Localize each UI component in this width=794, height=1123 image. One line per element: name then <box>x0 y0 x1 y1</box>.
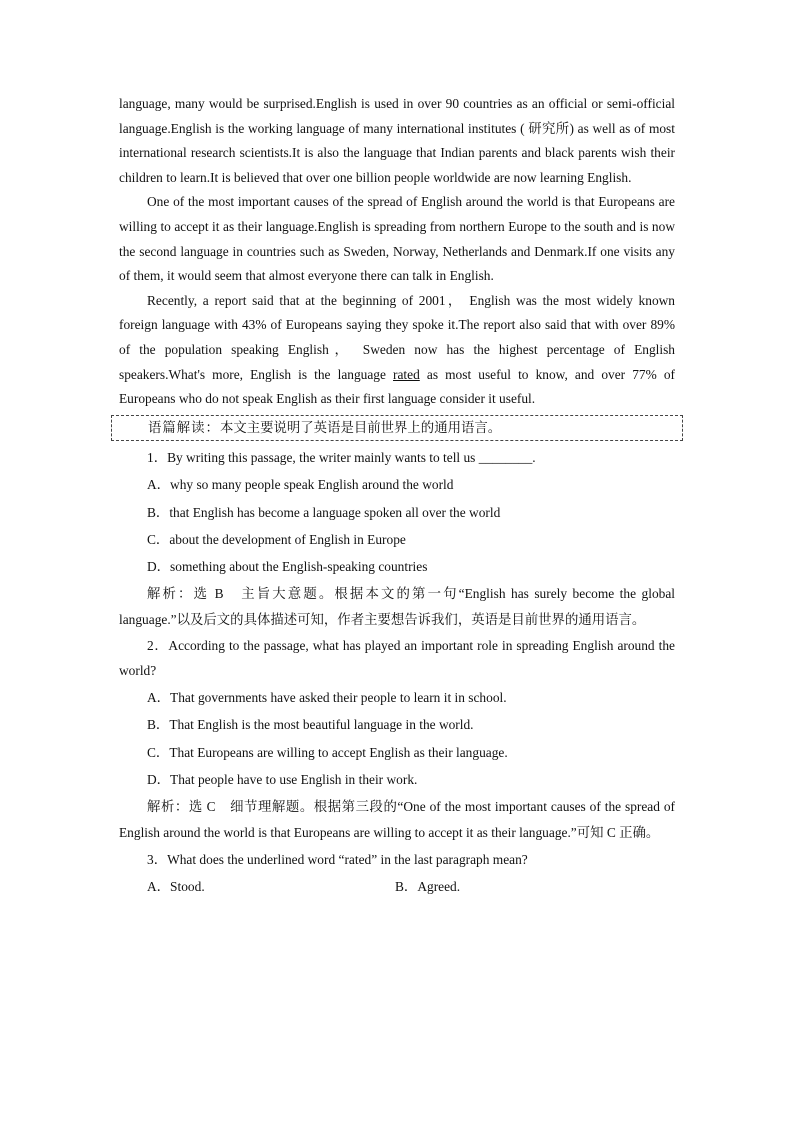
paragraph-3-text-after: as most useful to know, and over 77% of Europeans who do not speak English as their first language consider it useful. <box>119 366 675 407</box>
analysis-label: 语篇解读： <box>148 419 220 435</box>
document-page <box>119 92 675 900</box>
analysis-text: 本文主要说明了英语是目前世界上的通用语言。 <box>219 419 502 435</box>
discourse-analysis-box <box>111 415 683 441</box>
question-3-options-row <box>119 873 675 900</box>
underlined-word-rated: rated <box>393 366 420 382</box>
question-2-option-c: C．That Europeans are willing to accept English as their language. <box>147 744 508 760</box>
question-1-option-c: C．about the development of English in Europe <box>147 531 406 547</box>
question-2-option-a: A．That governments have asked their people to learn it in school. <box>147 689 507 705</box>
passage-paragraph-2: One of the most important causes of the spread of English around the world is that Europeans are willing to accept it as their language.English is spreading from northern Europe to the south and is now the second language in countries such as Sweden, Norway, Netherlands and Denmark.If one visits any of them, it would seem that almost everyone there can talk in English. <box>119 194 675 284</box>
question-2-solution: 解析：选 C 细节理解题。根据第三段的“One of the most important causes of the spread of English around the world is that Europeans are willing to accept it as their language.”可知 C 正确。 <box>119 798 675 840</box>
question-3-option-b: B．Agreed. <box>395 878 461 894</box>
question-1-option-b: B．that English has become a language spoken all over the world <box>147 504 501 520</box>
question-2-stem: 2．According to the passage, what has played an important role in spreading English around the world? <box>119 637 675 679</box>
question-1-option-a: A．why so many people speak English around the world <box>147 477 454 493</box>
passage-paragraph-1: language, many would be surprised.English is used in over 90 countries as an official or semi-official language.English is the working language of many international institutes ( 研究所) as well as of most international research scientists.It is also the language that Indian parents and black parents wish their children to learn.It is believed that over one billion people worldwide are now learning English. <box>119 96 675 185</box>
question-2-option-d: D．That people have to use English in their work. <box>147 772 418 788</box>
question-2-option-b: B．That English is the most beautiful language in the world. <box>147 717 474 733</box>
question-1-option-d: D．something about the English-speaking countries <box>147 559 428 575</box>
question-3-stem: 3．What does the underlined word “rated” in the last paragraph mean? <box>147 851 528 867</box>
question-3-option-a: A．Stood. <box>147 878 205 894</box>
passage-paragraph-3 <box>119 289 675 412</box>
question-1-solution: 解析：选 B 主旨大意题。根据本文的第一句“English has surely become the global language.”以及后文的具体描述可知，作者主要想告诉我们，英语是目前世界的通用语言。 <box>119 585 675 627</box>
paragraph-3-text-before: Recently, a report said that at the beginning of 2001， English was the most widely known foreign language with 43% of Europeans saying they spoke it.The report also said that with over 89% of the population speaking English， Sweden now has the highest percentage of English speakers.What's more, English is the language <box>119 292 675 382</box>
question-1-stem: 1．By writing this passage, the writer mainly wants to tell us ________. <box>147 449 536 465</box>
